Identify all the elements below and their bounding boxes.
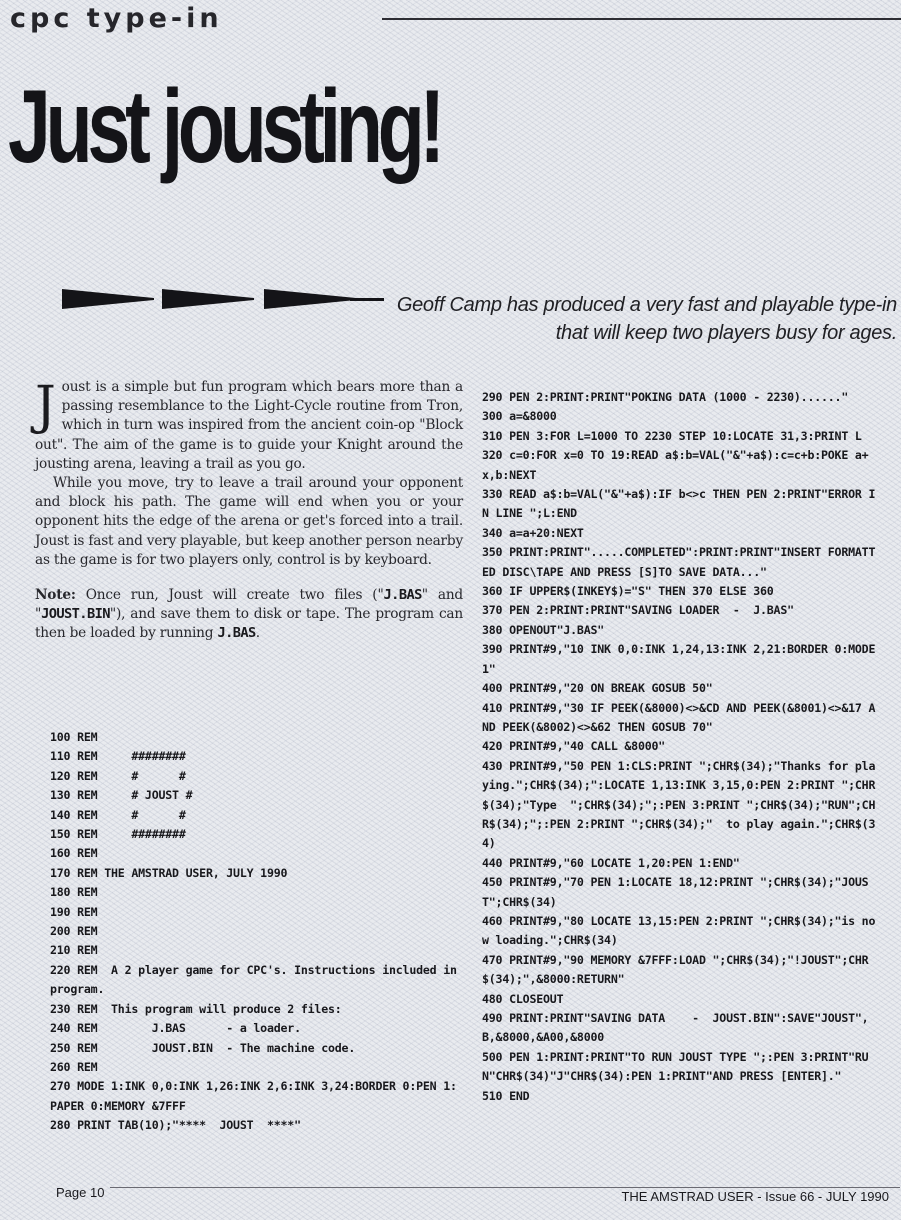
code-listing-right [482, 388, 882, 1106]
code-line: 300 a=&8000 [482, 409, 557, 424]
code-line: 160 REM [50, 846, 98, 861]
arrow-icon [62, 289, 154, 309]
arrow-icon [162, 289, 254, 309]
code-line: 170 REM THE AMSTRAD USER, JULY 1990 [50, 865, 288, 880]
intro-paragraph-1 [35, 378, 463, 474]
intro-text [35, 378, 463, 644]
code-line: 210 REM [50, 943, 98, 958]
code-line: 150 REM ######## [50, 827, 186, 842]
filename-binary: JOUST.BIN [41, 606, 110, 623]
code-line: 420 PRINT#9,"40 CALL &8000" [482, 739, 666, 754]
filename-loader: J.BAS [383, 587, 422, 604]
note-text: Once run, Joust will create two files (" [75, 587, 384, 604]
note-text: "), and save them to disk or tape. The program can then be loaded by running [35, 606, 463, 642]
code-line: 510 END [482, 1088, 530, 1103]
code-line: 480 CLOSEOUT [482, 991, 564, 1006]
arrow-icon [264, 289, 356, 309]
note-text: " and " [35, 587, 463, 623]
code-line: 100 REM [50, 730, 98, 744]
code-line: 330 READ a$:b=VAL("&"+a$):IF b<>c THEN PEN 2:PRINT"ERROR IN LINE ";L:END [482, 487, 876, 521]
code-line: 220 REM A 2 player game for CPC's. Instructions included in program. [50, 962, 464, 997]
note-label: Note: [35, 587, 76, 604]
code-line: 380 OPENOUT"J.BAS" [482, 622, 605, 637]
page-number: Page 10 [56, 1185, 105, 1200]
code-line: 410 PRINT#9,"30 IF PEEK(&8000)<>&CD AND PEEK(&8001)<>&17 AND PEEK(&8002)<>&62 THEN GOSUB 70" [482, 700, 876, 734]
article-title: Just jousting! [8, 69, 440, 185]
note-paragraph [35, 586, 463, 644]
code-line: 470 PRINT#9,"90 MEMORY &7FFF:LOAD ";CHR$(34);"!JOUST";CHR$(34);",&8000:RETURN" [482, 952, 869, 987]
code-line: 350 PRINT:PRINT".....COMPLETED":PRINT:PRINT"INSERT FORMATTED DISC\TAPE AND PRESS [S]TO SAVE DATA..." [482, 545, 876, 579]
code-line: 260 REM [50, 1059, 98, 1074]
header-rule [382, 18, 901, 20]
code-line: 200 REM [50, 924, 98, 939]
footer-credit: THE AMSTRAD USER - Issue 66 - JULY 1990 [621, 1189, 889, 1204]
standfirst: Geoff Camp has produced a very fast and playable type-in that will keep two players busy for ages. [396, 294, 897, 344]
code-line: 180 REM [50, 885, 98, 900]
code-line: 130 REM # JOUST # [50, 788, 193, 803]
code-line: 110 REM ######## [50, 749, 186, 764]
code-line: 190 REM [50, 904, 98, 919]
code-line: 310 PEN 3:FOR L=1000 TO 2230 STEP 10:LOCATE 31,3:PRINT L [482, 428, 862, 443]
code-line: 320 c=0:FOR x=0 TO 19:READ a$:b=VAL("&"+a$):c=c+b:POKE a+x,b:NEXT [482, 448, 869, 482]
section-label: cpc type-in [10, 3, 223, 34]
code-line: 440 PRINT#9,"60 LOCATE 1,20:PEN 1:END" [482, 855, 740, 870]
filename-loader: J.BAS [217, 625, 256, 642]
code-line: 270 MODE 1:INK 0,0:INK 1,26:INK 2,6:INK 3,24:BORDER 0:PEN 1:PAPER 0:MEMORY &7FFF [50, 1079, 457, 1113]
code-line: 450 PRINT#9,"70 PEN 1:LOCATE 18,12:PRINT ";CHR$(34);"JOUST";CHR$(34) [482, 875, 869, 909]
code-line: 500 PEN 1:PRINT:PRINT"TO RUN JOUST TYPE ";:PEN 3:PRINT"RUN"CHR$(34)"J"CHR$(34):PEN 1:PRINT"AND PRESS [ENTER]." [482, 1049, 869, 1084]
code-line: 280 PRINT TAB(10);"**** JOUST ****" [50, 1118, 301, 1133]
intro-paragraph-2: While you move, try to leave a trail around your opponent and block his path. The game will end when you or your opponent hits the edge of the arena or get's forced into a trail. Joust is fast and very playable, but keep another person nearby as the game is for two players only, control is by keyboard. [35, 475, 463, 568]
code-line: 140 REM # # [50, 807, 186, 822]
code-line: 400 PRINT#9,"20 ON BREAK GOSUB 50" [482, 681, 713, 696]
note-text: . [255, 625, 260, 642]
code-line: 340 a=a+20:NEXT [482, 525, 584, 540]
intro-paragraph-1-text: oust is a simple but fun program which bears more than a passing resemblance to the Light-Cycle routine from Tron, which in turn was inspired from the ancient coin-op "Block out". The aim of the game is to guide your Knight around the jousting arena, leaving a trail as you go. [35, 379, 463, 472]
code-listing-left [50, 728, 462, 1136]
code-line: 490 PRINT:PRINT"SAVING DATA - JOUST.BIN":SAVE"JOUST",B,&8000,&A00,&8000 [482, 1011, 869, 1045]
code-line: 240 REM J.BAS - a loader. [50, 1021, 301, 1036]
code-line: 360 IF UPPER$(INKEY$)="S" THEN 370 ELSE 360 [482, 584, 774, 599]
code-line: 250 REM JOUST.BIN - The machine code. [50, 1040, 356, 1055]
code-line: 370 PEN 2:PRINT:PRINT"SAVING LOADER - J.BAS" [482, 603, 794, 618]
code-line: 460 PRINT#9,"80 LOCATE 13,15:PEN 2:PRINT ";CHR$(34);"is now loading.";CHR$(34) [482, 913, 876, 948]
footer-rule [110, 1187, 900, 1188]
code-line: 230 REM This program will produce 2 files: [50, 1001, 342, 1016]
code-line: 430 PRINT#9,"50 PEN 1:CLS:PRINT ";CHR$(34);"Thanks for playing.";CHR$(34);":LOCATE 1,13:INK 3,15,0:PEN 2:PRINT ";CHR$(34);"Type ";CHR$(34);";:PEN 3:PRINT ";CHR$(34);"RUN";CHR$(34);";:PEN 2:PRINT ";CHR$(34);" to play again.";CHR$(34) [482, 758, 876, 851]
code-line: 390 PRINT#9,"10 INK 0,0:INK 1,24,13:INK 2,21:BORDER 0:MODE 1" [482, 642, 883, 676]
drop-cap: J [35, 376, 56, 436]
code-line: 120 REM # # [50, 768, 186, 783]
code-line: 290 PEN 2:PRINT:PRINT"POKING DATA (1000 - 2230)......" [482, 390, 849, 404]
